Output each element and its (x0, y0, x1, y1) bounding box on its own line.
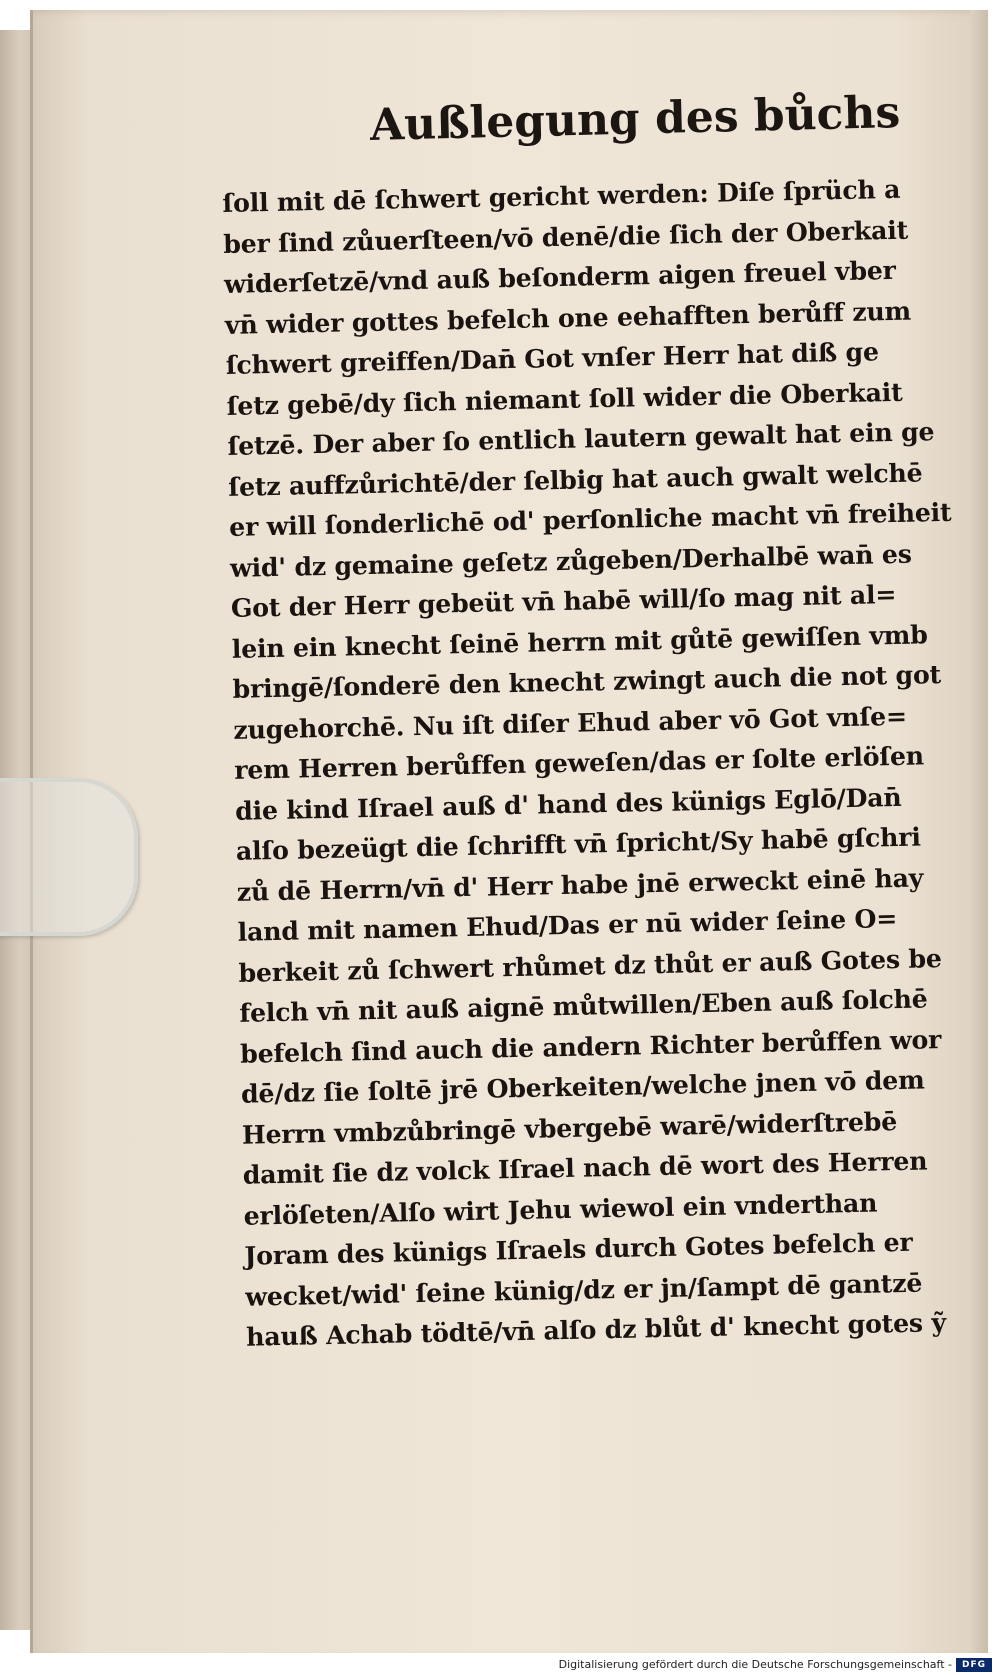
text-line: zů dē Herrn/vn̄ d' Herr habe jnē erweckt einē hay (236, 861, 924, 907)
text-line: dē/dz ſie ſoltē jrē Oberkeiten/welche jnen vō dem (240, 1064, 925, 1109)
text-line: zugehorchē. Nu iſt diſer Ehud aber vō Got vnſe= (233, 700, 908, 745)
text-line: bringē/ſonderē den knecht zwingt auch die not got (232, 659, 942, 704)
page-gutter-shadow (970, 10, 988, 1660)
running-header: Außlegung des bůchs (369, 87, 901, 151)
text-line: damit ſie dz volck Iſrael nach dē wort des Herren (242, 1145, 928, 1190)
funding-credit: Digitalisierung gefördert durch die Deutsche Forschungsgemeinschaft - (558, 1658, 952, 1671)
text-line: ſchwert greiffen/Dan̄ Got vnſer Herr hat diß ge (225, 336, 880, 380)
text-line: wecket/wid' ſeine künig/dz er jn/ſampt dē gantzē (245, 1267, 923, 1312)
text-line: vn̄ wider gottes befelch one eehafften berůff zum (224, 295, 912, 340)
text-line: land mit namen Ehud/Das er nū wider ſeine O= (237, 903, 898, 947)
text-line: befelch ſind auch die andern Richter berůffen wor (239, 1023, 942, 1069)
dfg-logo[interactable]: DFG (956, 1658, 992, 1672)
body-text (222, 169, 952, 1358)
text-line: Joram des künigs Iſraels durch Gotes befelch er (244, 1226, 913, 1271)
text-line: felch vn̄ nit auß aignē můtwillen/Eben auß ſolchē (239, 983, 928, 1028)
text-line: hauß Achab tödtē/vn̄ alſo dz blůt d' knecht gotes ỹ (245, 1307, 947, 1352)
text-line: berkeit zů ſchwert rhůmet dz thůt er auß Gotes be (238, 942, 942, 988)
plastic-page-clip (0, 778, 138, 936)
text-line: wid' dz gemaine geſetz zůgeben/Derhalbē wan̄ es (229, 538, 912, 583)
text-line: ſoll mit dē ſchwert gericht werden: Diſe ſprüch a (222, 173, 901, 218)
text-line: widerſetzē/vnd auß beſonderm aigen freuel vber (223, 254, 897, 299)
digitization-footer (0, 1653, 1000, 1675)
text-line: erlöſeten/Alſo wirt Jehu wiewol ein vnderthan (243, 1187, 878, 1231)
text-line: rem Herren berůffen geweſen/das er ſolte erlöſen (233, 740, 925, 785)
text-line: lein ein knecht ſeinē herrn mit gůtē gewiſſen vmb (231, 618, 928, 664)
text-line: die kind Iſrael auß d' hand des künigs Eglō/Dan̄ (234, 781, 902, 826)
text-line: alſo bezeügt die ſchrifft vn̄ ſpricht/Sy habē gſchri (235, 821, 921, 866)
text-line: Got der Herr gebeüt vn̄ habē will/ſo mag nit al= (230, 578, 897, 623)
text-line: ſetz auffzůrichtē/der ſelbig hat auch gwalt welchē (228, 456, 923, 502)
text-line: Herrn vmbzůbringē vbergebē warē/widerſtrebē (241, 1105, 898, 1150)
text-line: ſetzē. Der aber ſo entlich lautern gewalt hat ein ge (227, 416, 935, 461)
text-line: er will ſonderlichē od' perſonliche macht vn̄ freiheit (228, 496, 952, 542)
text-line: ſetz gebē/dy ſich niemant ſoll wider die Oberkait (226, 376, 903, 421)
text-line: ber ſind zůuerſteen/vō denē/die ſich der Oberkait (222, 214, 909, 259)
